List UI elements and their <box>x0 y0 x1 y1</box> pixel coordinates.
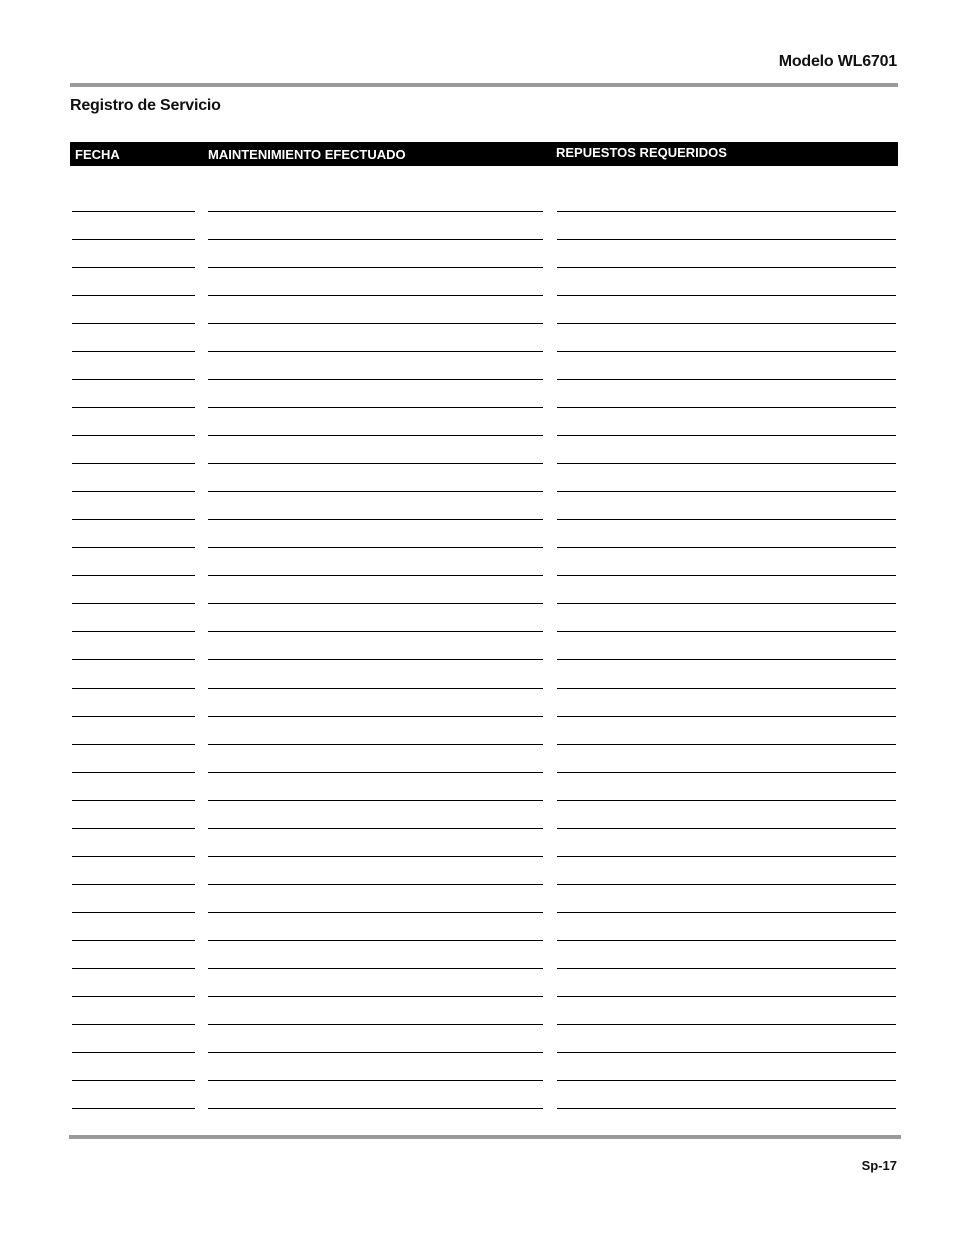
blank-line-fecha <box>72 659 195 660</box>
section-title: Registro de Servicio <box>70 97 221 114</box>
blank-line-maintenance <box>208 800 543 801</box>
blank-line-parts <box>557 631 896 632</box>
blank-line-maintenance <box>208 351 543 352</box>
blank-line-maintenance <box>208 435 543 436</box>
blank-line-fecha <box>72 744 195 745</box>
blank-line-maintenance <box>208 323 543 324</box>
blank-line-parts <box>557 1080 896 1081</box>
blank-line-maintenance <box>208 828 543 829</box>
blank-line-parts <box>557 940 896 941</box>
blank-line-fecha <box>72 996 195 997</box>
blank-line-fecha <box>72 575 195 576</box>
blank-line-parts <box>557 800 896 801</box>
blank-line-maintenance <box>208 463 543 464</box>
blank-line-fecha <box>72 772 195 773</box>
blank-line-parts <box>557 463 896 464</box>
blank-line-fecha <box>72 295 195 296</box>
blank-line-maintenance <box>208 772 543 773</box>
blank-line-maintenance <box>208 211 543 212</box>
blank-line-maintenance <box>208 295 543 296</box>
blank-line-fecha <box>72 716 195 717</box>
blank-line-maintenance <box>208 1108 543 1109</box>
blank-line-fecha <box>72 547 195 548</box>
blank-line-fecha <box>72 1024 195 1025</box>
blank-line-parts <box>557 884 896 885</box>
blank-line-parts <box>557 491 896 492</box>
blank-line-parts <box>557 239 896 240</box>
blank-line-fecha <box>72 940 195 941</box>
page-number: Sp-17 <box>861 1158 897 1173</box>
blank-line-parts <box>557 996 896 997</box>
blank-line-maintenance <box>208 1024 543 1025</box>
blank-line-fecha <box>72 856 195 857</box>
blank-line-maintenance <box>208 491 543 492</box>
blank-line-parts <box>557 211 896 212</box>
blank-line-fecha <box>72 1108 195 1109</box>
blank-line-maintenance <box>208 631 543 632</box>
blank-line-fecha <box>72 239 195 240</box>
blank-line-parts <box>557 407 896 408</box>
blank-line-maintenance <box>208 968 543 969</box>
blank-line-fecha <box>72 688 195 689</box>
blank-line-fecha <box>72 463 195 464</box>
blank-line-parts <box>557 659 896 660</box>
blank-line-parts <box>557 772 896 773</box>
blank-line-parts <box>557 856 896 857</box>
blank-line-fecha <box>72 631 195 632</box>
blank-line-maintenance <box>208 575 543 576</box>
blank-line-maintenance <box>208 856 543 857</box>
blank-line-parts <box>557 575 896 576</box>
blank-line-parts <box>557 379 896 380</box>
blank-line-parts <box>557 912 896 913</box>
blank-line-parts <box>557 435 896 436</box>
blank-line-maintenance <box>208 884 543 885</box>
blank-line-fecha <box>72 435 195 436</box>
blank-line-parts <box>557 828 896 829</box>
blank-line-fecha <box>72 828 195 829</box>
blank-line-maintenance <box>208 912 543 913</box>
blank-line-fecha <box>72 1080 195 1081</box>
blank-line-parts <box>557 1052 896 1053</box>
blank-line-fecha <box>72 351 195 352</box>
blank-line-fecha <box>72 407 195 408</box>
blank-line-parts <box>557 968 896 969</box>
bottom-rule <box>69 1135 901 1139</box>
blank-line-maintenance <box>208 744 543 745</box>
blank-line-fecha <box>72 968 195 969</box>
blank-line-parts <box>557 744 896 745</box>
blank-line-fecha <box>72 379 195 380</box>
blank-line-maintenance <box>208 996 543 997</box>
blank-line-maintenance <box>208 659 543 660</box>
blank-line-parts <box>557 1108 896 1109</box>
blank-line-fecha <box>72 912 195 913</box>
blank-line-fecha <box>72 491 195 492</box>
blank-line-fecha <box>72 884 195 885</box>
blank-line-maintenance <box>208 1052 543 1053</box>
blank-line-maintenance <box>208 716 543 717</box>
blank-line-parts <box>557 688 896 689</box>
blank-line-parts <box>557 351 896 352</box>
blank-line-fecha <box>72 323 195 324</box>
blank-line-maintenance <box>208 547 543 548</box>
blank-line-maintenance <box>208 603 543 604</box>
column-header-parts: REPUESTOS REQUERIDOS <box>556 145 727 160</box>
blank-line-maintenance <box>208 267 543 268</box>
column-header-fecha: FECHA <box>75 147 120 162</box>
blank-line-maintenance <box>208 1080 543 1081</box>
blank-line-parts <box>557 603 896 604</box>
blank-line-parts <box>557 323 896 324</box>
blank-line-fecha <box>72 1052 195 1053</box>
blank-line-maintenance <box>208 940 543 941</box>
blank-line-maintenance <box>208 519 543 520</box>
blank-line-maintenance <box>208 379 543 380</box>
column-header-maintenance: MAINTENIMIENTO EFECTUADO <box>208 147 406 162</box>
blank-line-parts <box>557 519 896 520</box>
blank-line-fecha <box>72 800 195 801</box>
blank-line-fecha <box>72 603 195 604</box>
blank-line-maintenance <box>208 407 543 408</box>
blank-line-fecha <box>72 519 195 520</box>
blank-line-parts <box>557 267 896 268</box>
model-label: Modelo WL6701 <box>778 53 897 70</box>
blank-line-parts <box>557 1024 896 1025</box>
blank-line-maintenance <box>208 239 543 240</box>
blank-line-maintenance <box>208 688 543 689</box>
blank-line-parts <box>557 547 896 548</box>
blank-line-fecha <box>72 267 195 268</box>
blank-line-fecha <box>72 211 195 212</box>
blank-line-parts <box>557 716 896 717</box>
blank-line-parts <box>557 295 896 296</box>
